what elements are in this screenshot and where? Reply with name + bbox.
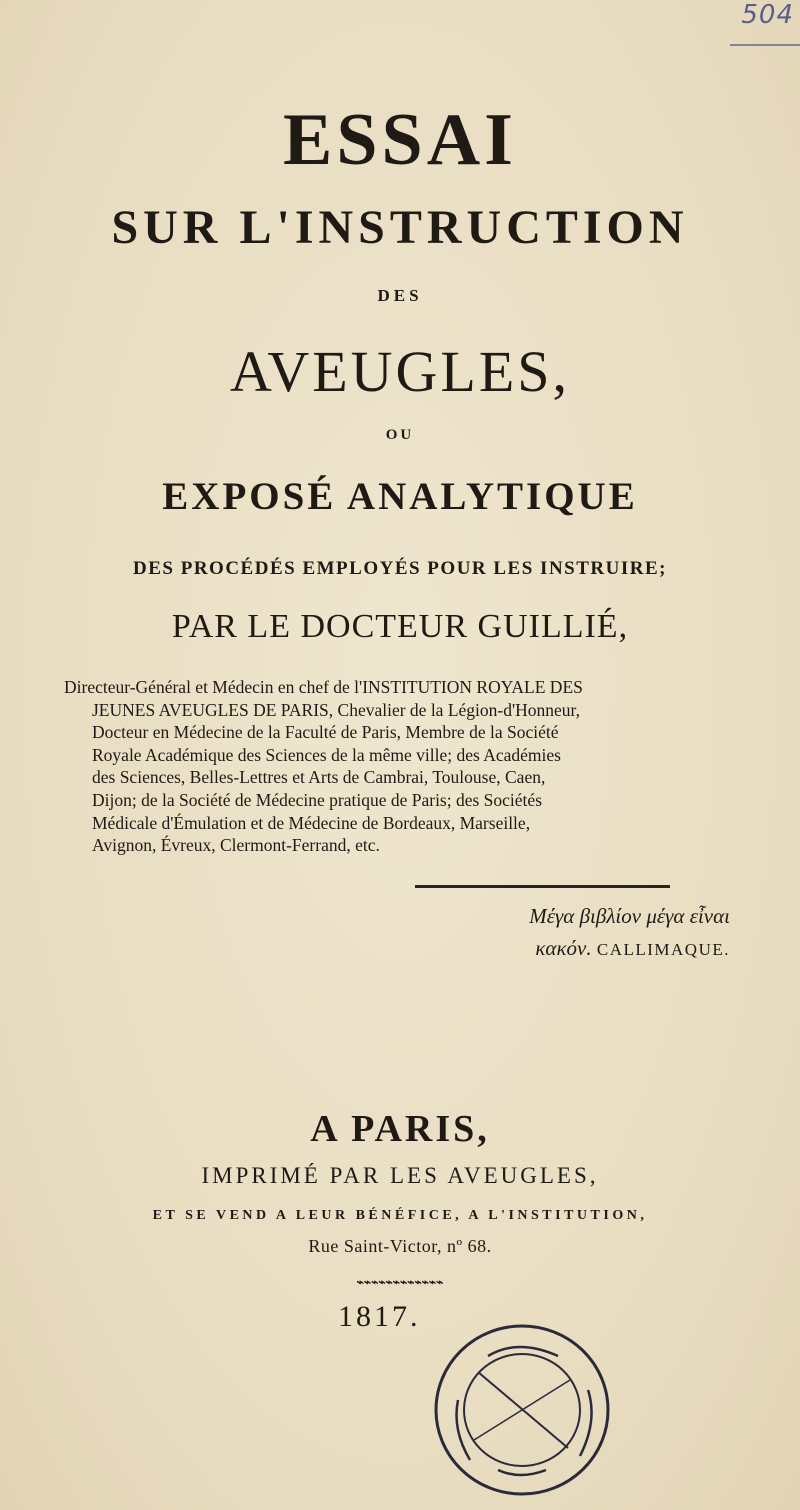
library-stamp-icon	[428, 1320, 616, 1500]
title-line-6: EXPOSÉ ANALYTIQUE	[162, 475, 638, 518]
title-line-3: DES	[377, 286, 423, 305]
ornament-divider: ⌁⌁⌁⌁⌁⌁⌁⌁⌁⌁⌁⌁	[356, 1275, 444, 1289]
author-description-line: Avignon, Évreux, Clermont-Ferrand, etc.	[92, 835, 380, 856]
title-line-2: SUR L'INSTRUCTION	[111, 201, 689, 254]
author-description-line: Docteur en Médecine de la Faculté de Paris, Membre de la Société	[92, 722, 559, 743]
epigraph	[330, 900, 730, 966]
imprint-year: 1817.	[338, 1300, 421, 1333]
author-description-line: des Sciences, Belles-Lettres et Arts de Cambrai, Toulouse, Caen,	[92, 767, 546, 788]
epigraph-rule	[415, 885, 670, 888]
epigraph-line-2: κακόν.	[535, 936, 592, 960]
author-description-line: Dijon; de la Société de Médecine pratique de Paris; des Sociétés	[92, 789, 543, 810]
author-description	[64, 676, 740, 857]
shelfmark-underline	[730, 44, 800, 46]
title-line-7: DES PROCÉDÉS EMPLOYÉS POUR LES INSTRUIRE;	[133, 558, 667, 579]
imprint-printer: IMPRIMÉ PAR LES AVEUGLES,	[201, 1163, 599, 1188]
imprint-city: A PARIS,	[310, 1108, 490, 1150]
author-description-line: JEUNES AVEUGLES DE PARIS, Chevalier de la Légion-d'Honneur,	[92, 699, 581, 720]
shelfmark: 504	[741, 0, 794, 30]
epigraph-line-1: Μέγα βιβλίον μέγα εἶναι	[529, 904, 730, 928]
title-line-4: AVEUGLES,	[229, 339, 571, 404]
title-line-5: OU	[385, 427, 415, 443]
imprint-sale: ET SE VEND A LEUR BÉNÉFICE, A L'INSTITUTION,	[152, 1208, 648, 1223]
author-description-line: Médicale d'Émulation et de Médecine de Bordeaux, Marseille,	[92, 812, 531, 833]
epigraph-line-2-wrap	[330, 932, 730, 966]
epigraph-credit: CALLIMAQUE.	[596, 940, 730, 959]
author-description-line: Directeur-Général et Médecin en chef de l'INSTITUTION ROYALE DES	[64, 677, 583, 697]
author-description-line: Royale Académique des Sciences de la même ville; des Académies	[92, 744, 561, 765]
author-byline: PAR LE DOCTEUR GUILLIÉ,	[171, 608, 629, 645]
imprint-address: Rue Saint-Victor, nº 68.	[308, 1236, 492, 1256]
title-main: ESSAI	[283, 99, 517, 181]
